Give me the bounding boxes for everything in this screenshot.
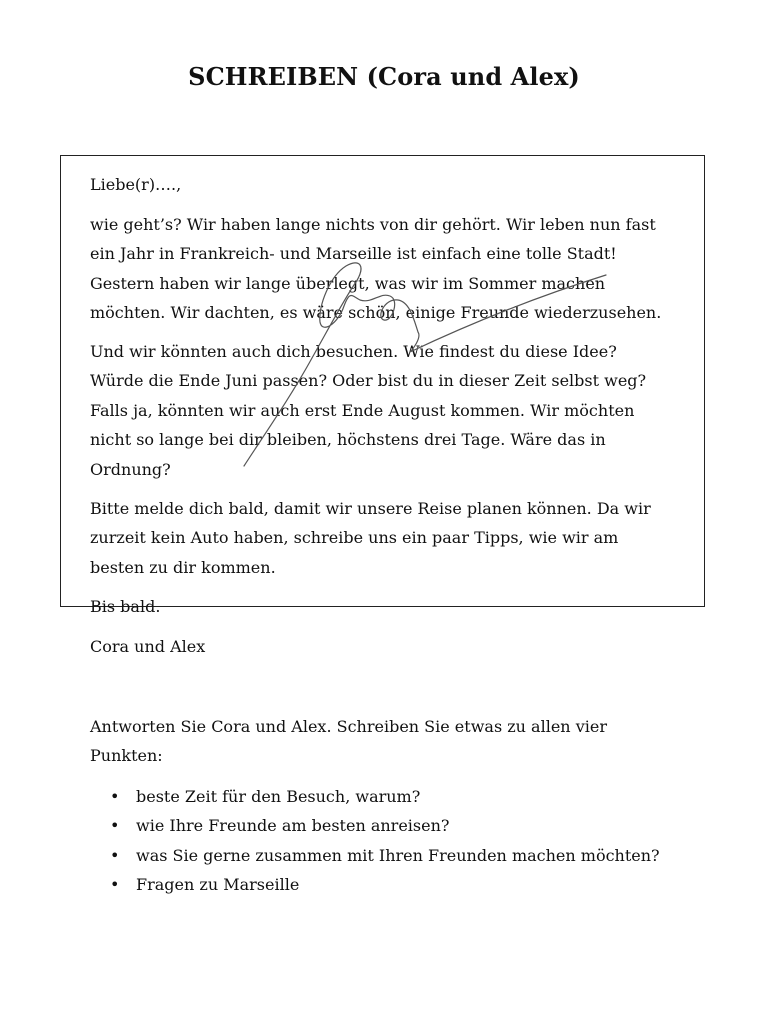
task-point-label: beste Zeit für den Besuch, warum? [136,787,421,806]
letter-paragraph-2 [90,337,646,484]
bullet-icon: • [110,875,120,895]
task-instruction [90,712,607,771]
letter-line: Ordnung? [90,459,171,479]
letter-line: zurzeit kein Auto haben, schreibe uns ein paar Tipps, wie wir am [90,528,619,548]
letter-line: nicht so lange bei dir bleiben, höchstens drei Tage. Wäre das in [90,430,606,450]
letter-signoff: Cora und Alex [90,637,206,656]
letter-paragraph-3 [90,494,651,582]
task-points-list [110,782,660,900]
letter-paragraph-1 [90,210,661,328]
list-item [110,782,660,811]
letter-line: besten zu dir kommen. [90,557,276,577]
bullet-icon: • [110,787,120,806]
bullet-icon: • [110,845,120,865]
letter-line: möchten. Wir dachten, es wäre schön, einige Freunde wiederzusehen. [90,303,662,323]
letter-line: wie geht’s? Wir haben lange nichts von dir gehört. Wir leben nun fast [90,215,656,234]
task-point-label: Fragen zu Marseille [136,875,300,895]
letter-line: Würde die Ende Juni passen? Oder bist du in dieser Zeit selbst weg? [90,371,647,391]
letter-line: ein Jahr in Frankreich- und Marseille ist einfach eine tolle Stadt! [90,244,617,264]
letter-greeting: Liebe(r)…., [90,175,182,194]
letter-line: Gestern haben wir lange überlegt, was wir im Sommer machen [90,273,606,293]
page-title: SCHREIBEN (Cora und Alex) [188,62,580,91]
task-instruction-line: Antworten Sie Cora und Alex. Schreiben Sie etwas zu allen vier [90,717,607,736]
task-point-label: was Sie gerne zusammen mit Ihren Freunden machen möchten? [136,845,660,865]
letter-line: Falls ja, könnten wir auch erst Ende August kommen. Wir möchten [90,400,635,420]
letter-closing: Bis bald. [90,597,161,616]
task-point-label: wie Ihre Freunde am besten anreisen? [136,816,450,836]
list-item [110,870,660,899]
task-instruction-line: Punkten: [90,746,163,766]
letter-line: Und wir könnten auch dich besuchen. Wie findest du diese Idee? [90,342,617,361]
bullet-icon: • [110,816,120,836]
letter-line: Bitte melde dich bald, damit wir unsere Reise planen können. Da wir [90,499,651,518]
list-item [110,811,660,840]
list-item [110,841,660,870]
